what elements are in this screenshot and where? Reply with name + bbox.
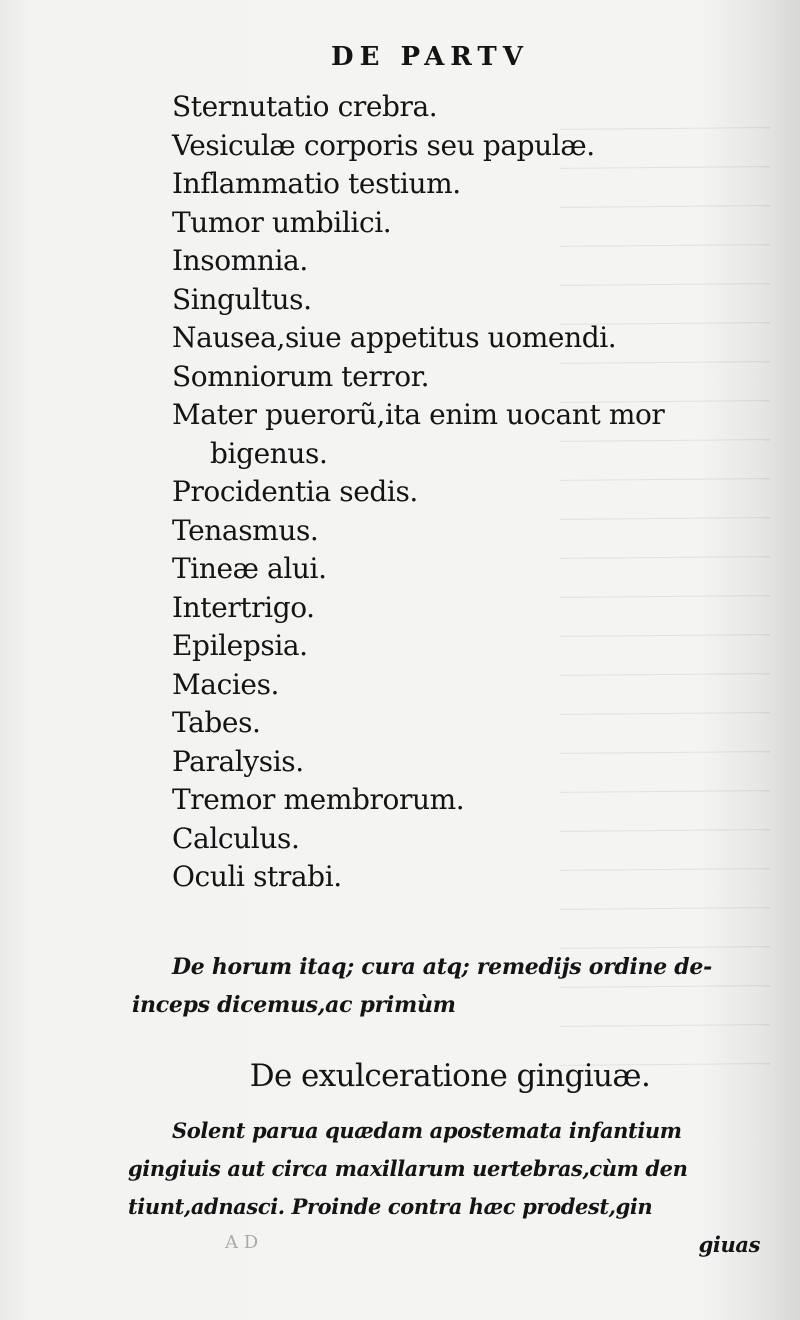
- list-item-continuation: bigenus.: [210, 436, 328, 470]
- list-item: Macies.: [172, 667, 280, 701]
- list-item: Calculus.: [172, 821, 300, 855]
- list-item: Nausea,siue appetitus uomendi.: [172, 321, 617, 354]
- paragraph-line-3: tiunt,adnasci. Proinde contra hæc prodest,gin: [128, 1194, 653, 1219]
- list-item: Tineæ alui.: [172, 552, 327, 585]
- list-item: Somniorum terror.: [172, 359, 430, 393]
- running-header: DE PARTV: [331, 42, 529, 72]
- body-paragraph: [128, 1112, 760, 1264]
- signature-mark: A D: [225, 1232, 259, 1253]
- ailment-list: [172, 88, 780, 897]
- list-item: Tenasmus.: [172, 513, 319, 547]
- list-item: Paralysis.: [172, 744, 304, 778]
- list-item: Inflammatio testium.: [172, 167, 461, 200]
- list-item: Sternutatio crebra.: [172, 90, 438, 123]
- paragraph-line-2: gingiuis aut circa maxillarum uertebras,cùm den: [128, 1156, 688, 1181]
- list-item: Tumor umbilici.: [172, 205, 392, 239]
- list-item: Tabes.: [172, 706, 261, 739]
- closing-sentence: [132, 948, 762, 1024]
- list-item: Oculi strabi.: [172, 860, 342, 893]
- list-item: Procidentia sedis.: [172, 475, 418, 508]
- closing-line-1: De horum itaq; cura atq; remedijs ordine de-: [172, 954, 712, 980]
- list-item: Mater puerorũ,ita enim uocant mor: [172, 398, 665, 431]
- list-item: Insomnia.: [172, 244, 308, 277]
- closing-line-2: inceps dicemus,ac primùm: [132, 992, 456, 1018]
- list-item: Singultus.: [172, 282, 312, 316]
- section-title: De exulceratione gingiuæ.: [249, 1058, 651, 1094]
- list-item: Vesiculæ corporis seu papulæ.: [172, 128, 595, 162]
- list-item: Intertrigo.: [172, 590, 315, 624]
- list-item: Tremor membrorum.: [172, 783, 465, 816]
- list-item: Epilepsia.: [172, 629, 308, 662]
- paragraph-line-1: Solent parua quædam apostemata infantium: [172, 1118, 682, 1143]
- catchword: giuas: [698, 1232, 760, 1257]
